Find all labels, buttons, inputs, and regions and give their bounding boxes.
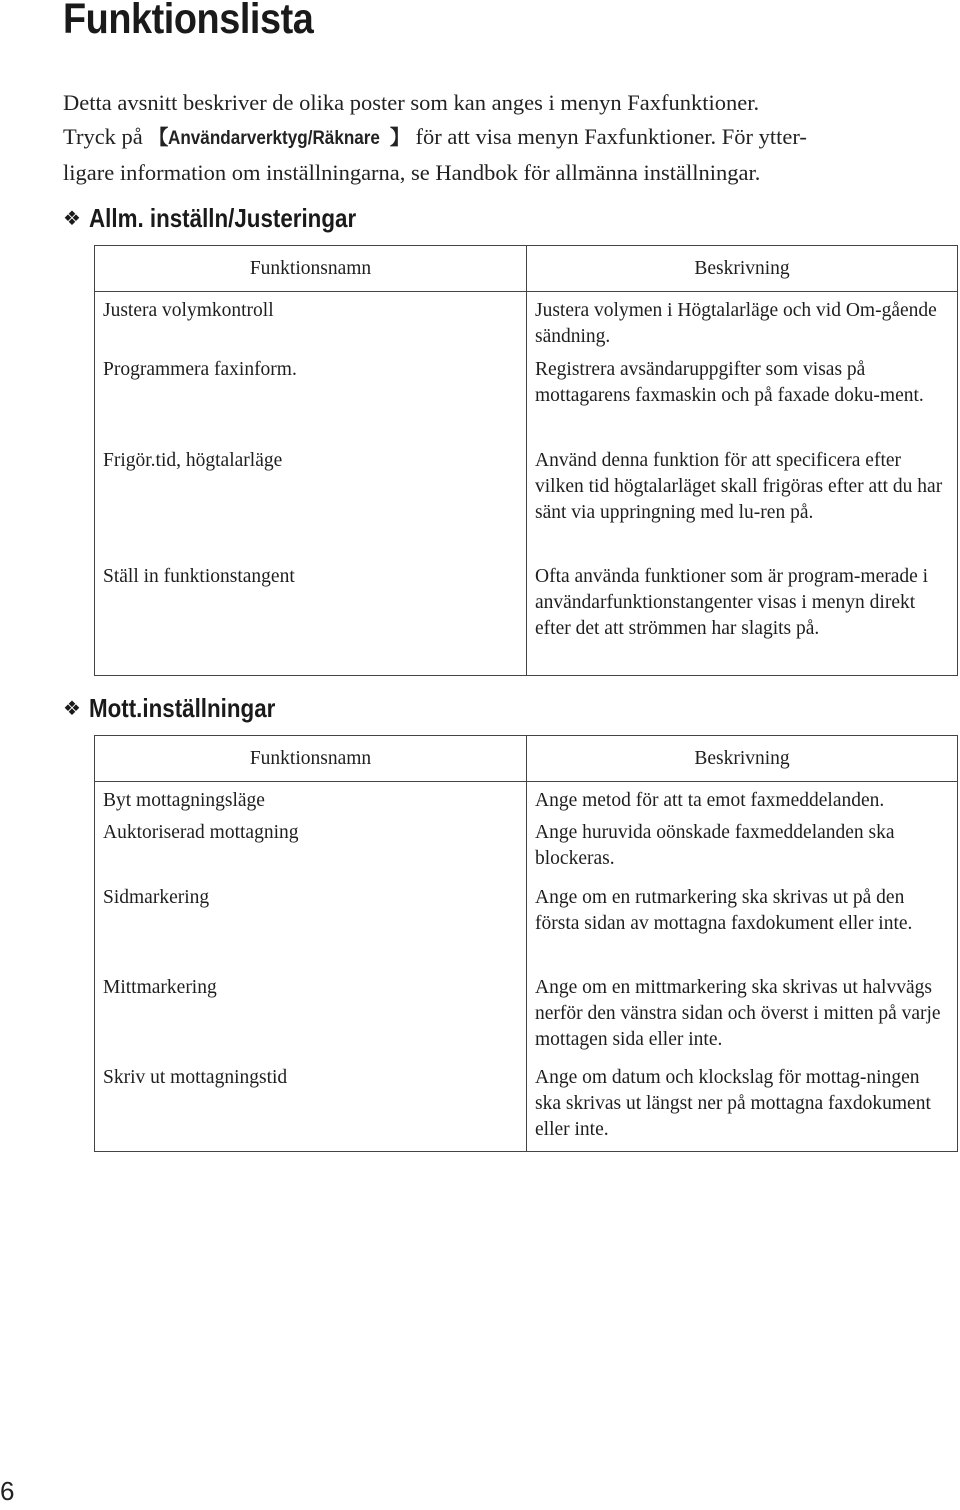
function-name-cell: Skriv ut mottagningstid: [95, 1065, 527, 1152]
general-settings-table: [94, 245, 958, 676]
function-name-cell: Frigör.tid, högtalarläge: [95, 448, 527, 564]
table-row: [95, 564, 958, 676]
table-row: [95, 782, 958, 820]
description-cell: Ange om en rutmarkering ska skrivas ut på den första sidan av mottagna faxdokument eller inte.: [527, 885, 958, 975]
intro-line-3: ligare information om inställningarna, se Handbok för allmänna inställningar.: [63, 160, 761, 185]
page-number: 6: [0, 1476, 15, 1506]
column-header-function-name: Funktionsnamn: [95, 246, 527, 292]
intro-line-2: [63, 120, 953, 156]
column-header-function-name: Funktionsnamn: [95, 736, 527, 782]
function-name-cell: Auktoriserad mottagning: [95, 820, 527, 885]
intro-line-2-prefix: Tryck på: [63, 124, 149, 149]
intro-paragraph: [63, 86, 953, 190]
function-name-cell: Sidmarkering: [95, 885, 527, 975]
section-heading-receive-text: Mott.inställningar: [89, 693, 276, 723]
key-bracket-open: 【: [148, 125, 169, 149]
receive-settings-table: [94, 735, 958, 1152]
intro-line-1: Detta avsnitt beskriver de olika poster som kan anges i menyn Faxfunktioner.: [63, 90, 760, 115]
column-header-description: Beskrivning: [527, 736, 958, 782]
description-cell: Ange metod för att ta emot faxmeddelanden.: [527, 782, 958, 820]
table-row: [95, 885, 958, 975]
section-heading-receive: [63, 693, 306, 723]
function-name-cell: Justera volymkontroll: [95, 292, 527, 357]
table-row: [95, 357, 958, 448]
diamond-bullet-icon: ❖: [63, 206, 81, 230]
table-row: [95, 292, 958, 357]
section-heading-general-text: Allm. inställn/Justeringar: [89, 203, 357, 233]
section-heading-general: [63, 203, 400, 233]
description-cell: Ange om datum och klockslag för mottag-ningen ska skrivas ut längst ner på mottagna faxdokument eller inte.: [527, 1065, 958, 1152]
function-name-cell: Ställ in funktionstangent: [95, 564, 527, 676]
function-name-cell: Programmera faxinform.: [95, 357, 527, 448]
table-row: [95, 1065, 958, 1152]
function-name-cell: Mittmarkering: [95, 975, 527, 1065]
description-cell: Använd denna funktion för att specificera efter vilken tid högtalarläget skall frigöras efter att du har sänt via uppringning med lu-ren på.: [527, 448, 958, 564]
table-row: [95, 975, 958, 1065]
key-label: Användarverktyg/Räknare: [168, 128, 381, 149]
column-header-description: Beskrivning: [527, 246, 958, 292]
function-name-cell: Byt mottagningsläge: [95, 782, 527, 820]
intro-line-2-suffix: för att visa menyn Faxfunktioner. För ytter-: [409, 124, 807, 149]
table-row: [95, 448, 958, 564]
key-bracket-close: 】: [389, 125, 410, 149]
diamond-bullet-icon: ❖: [63, 696, 81, 720]
table-row: [95, 820, 958, 885]
description-cell: Registrera avsändaruppgifter som visas på mottagarens faxmaskin och på faxade doku-ment.: [527, 357, 958, 448]
table-header-row: [95, 246, 958, 292]
page-title: Funktionslista: [63, 0, 314, 43]
description-cell: Ange huruvida oönskade faxmeddelanden ska blockeras.: [527, 820, 958, 885]
table-header-row: [95, 736, 958, 782]
description-cell: Justera volymen i Högtalarläge och vid Om-gående sändning.: [527, 292, 958, 357]
description-cell: Ofta använda funktioner som är program-merade i användarfunktionstangenter visas i menyn direkt efter det att strömmen har slagits på.: [527, 564, 958, 676]
description-cell: Ange om en mittmarkering ska skrivas ut halvvägs nerför den vänstra sidan och överst i mitten på varje mottagen sida eller inte.: [527, 975, 958, 1065]
